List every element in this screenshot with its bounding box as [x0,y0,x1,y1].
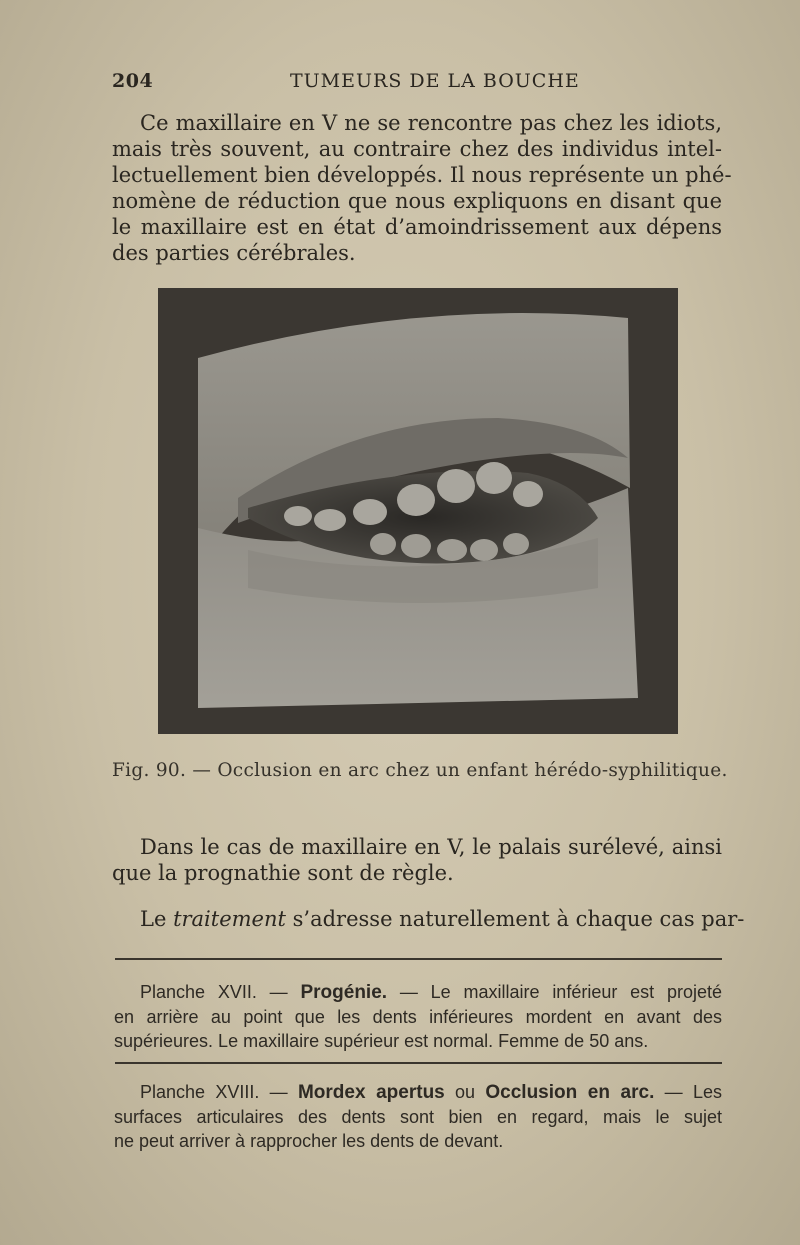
text-line: des parties cérébrales. [112,241,356,265]
text-line: Ce maxillaire en V ne se rencontre pas chez les idiots, [140,111,722,135]
note-text: — Le maxillaire inférieur est projeté [387,982,722,1002]
figure-caption: Fig. 90. — Occlusion en arc chez un enfant hérédo-syphilitique. [112,760,728,781]
paragraph-traitement [112,906,745,932]
text-line: nomène de réduction que nous expliquons en disant que [112,189,722,213]
text-line: lectuellement bien développés. Il nous représente un phé- [112,163,732,187]
running-head [112,70,722,100]
page-number: 204 [112,70,154,92]
plate-term: Occlusion en arc. [485,1082,655,1103]
plate-term: Mordex apertus [297,1082,445,1103]
text-line: le maxillaire est en état d’amoindrissement aux dépens [112,215,722,239]
text-suffix: s’adresse naturellement à chaque cas par- [285,907,745,931]
italic-term: traitement [173,907,286,931]
plate-label: Planche XVIII. — [140,1082,298,1102]
note-line: supérieures. Le maxillaire supérieur est normal. Femme de 50 ans. [114,1031,649,1051]
note-line: surfaces articulaires des dents sont bien en regard, mais le sujet [114,1107,722,1127]
dental-cast-photo [158,288,678,734]
figure-photograph [158,288,678,734]
text-line: mais très souvent, au contraire chez des individus intel- [112,137,722,161]
note-text: ou [444,1082,486,1102]
text-line: que la prognathie sont de règle. [112,861,454,885]
note-line: en arrière au point que les dents inférieures mordent en avant des [114,1007,722,1027]
text-line: Dans le cas de maxillaire en V, le palais surélevé, ainsi [140,835,722,859]
divider-rule [115,958,722,960]
text-line [112,906,745,932]
plate-note-xviii [114,1080,722,1153]
plate-note-xvii [114,980,722,1053]
note-line [114,980,722,1005]
text-prefix: Le [140,907,174,931]
note-line: ne peut arriver à rapprocher les dents de devant. [114,1131,504,1151]
paragraph-maxillaire-en-v [112,110,732,266]
note-text: — Les [654,1082,722,1102]
note-line [114,1080,722,1105]
paragraph-palais [112,834,722,886]
plate-label: Planche XVII. — [140,982,301,1002]
chapter-title: TUMEURS DE LA BOUCHE [290,70,580,92]
divider-rule [115,1062,722,1064]
plate-term: Progénie. [300,982,388,1003]
